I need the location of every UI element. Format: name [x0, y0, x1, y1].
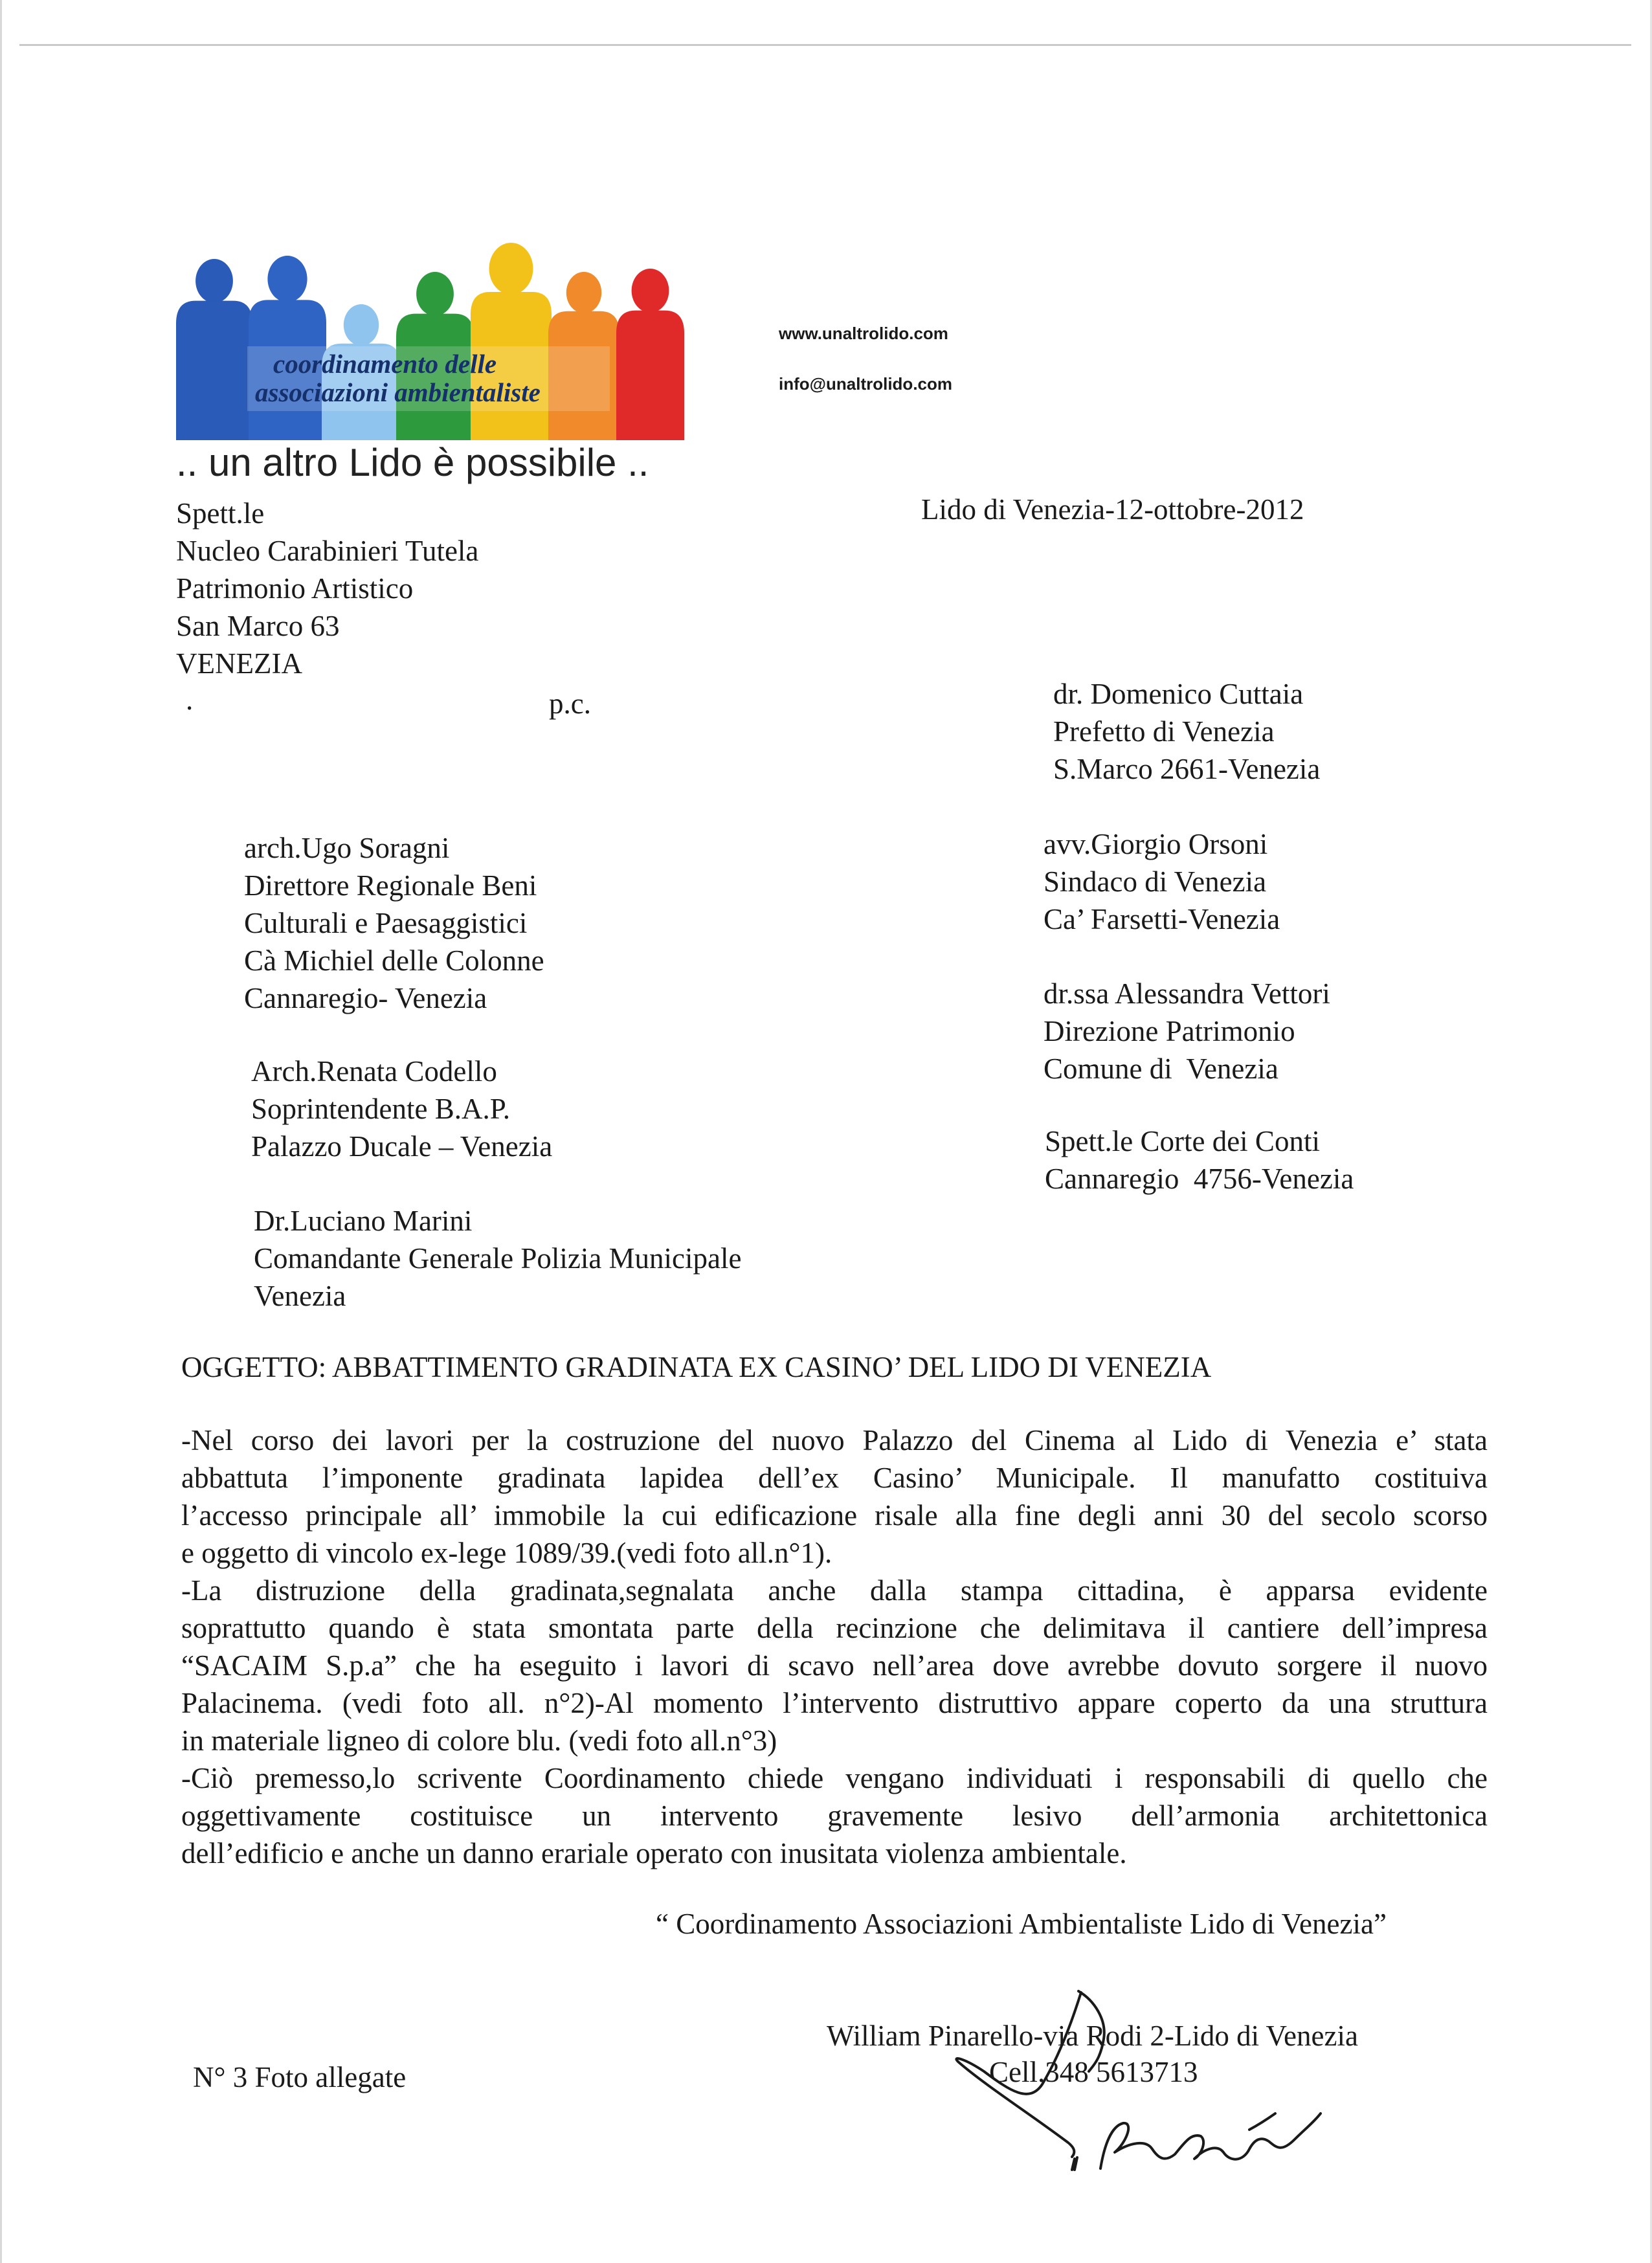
- handwritten-signature: [880, 1974, 1372, 2181]
- sender-phone: Cell.348 5613713: [989, 2056, 1198, 2088]
- logo-figure-red: [616, 269, 684, 440]
- cc-line: Prefetto di Venezia: [1053, 715, 1275, 748]
- cc-prefetto: [1053, 675, 1320, 788]
- cc-line: Cannaregio 4756-Venezia: [1045, 1163, 1354, 1195]
- cc-corte-dei-conti: [1045, 1122, 1354, 1198]
- cc-line: Comune di Venezia: [1044, 1053, 1278, 1085]
- website-link[interactable]: www.unaltrolido.com: [779, 324, 948, 343]
- body-line: in materiale ligneo di colore blu. (vedi foto all.n°3): [181, 1724, 777, 1757]
- body-line: e oggetto di vincolo ex-lege 1089/39.(vedi foto all.n°1).: [181, 1537, 832, 1569]
- cc-soprintendente: [251, 1053, 552, 1165]
- logo-text-line2: associazioni ambientaliste: [255, 377, 541, 407]
- cc-line: Comandante Generale Polizia Municipale: [254, 1242, 742, 1275]
- cc-line: dr.ssa Alessandra Vettori: [1044, 977, 1330, 1010]
- recipient-line: San Marco 63: [176, 610, 340, 642]
- cc-line: Spett.le Corte dei Conti: [1045, 1125, 1320, 1157]
- closing-association: “ Coordinamento Associazioni Ambientaliste Lido di Venezia”: [656, 1908, 1387, 1940]
- cc-sindaco: [1044, 825, 1280, 938]
- recipient-line: Patrimonio Artistico: [176, 572, 414, 605]
- email-link[interactable]: info@unaltrolido.com: [779, 374, 952, 394]
- body-line: -Ciò premesso,lo scrivente Coordinamento chiede vengano individuati i responsabili di quello che: [181, 1762, 1488, 1794]
- cc-line: Cà Michiel delle Colonne: [244, 944, 544, 977]
- main-recipient-address: [176, 495, 478, 682]
- cc-line: Soprintendente B.A.P.: [251, 1093, 510, 1125]
- letter-subject: OGGETTO: ABBATTIMENTO GRADINATA EX CASINO’ DEL LIDO DI VENEZIA: [181, 1351, 1212, 1383]
- letter-date: Lido di Venezia-12-ottobre-2012: [921, 493, 1304, 526]
- recipient-line: Spett.le: [176, 497, 265, 530]
- body-paragraph: [181, 1759, 1488, 1872]
- cc-line: Direttore Regionale Beni: [244, 869, 537, 902]
- logo-tagline: .. un altro Lido è possibile ..: [176, 441, 649, 484]
- cc-line: Palazzo Ducale – Venezia: [251, 1130, 553, 1163]
- cc-polizia-municipale: [254, 1202, 742, 1315]
- logo-figures-graphic: [176, 233, 687, 440]
- body-line: abbattuta l’imponente gradinata lapidea dell’ex Casino’ Municipale. Il manufatto costituiva: [181, 1462, 1488, 1494]
- cc-line: Ca’ Farsetti-Venezia: [1044, 903, 1280, 935]
- body-line: “SACAIM S.p.a” che ha eseguito i lavori di scavo nell’area dove avrebbe dovuto sorgere il nuovo: [181, 1649, 1488, 1682]
- cc-line: Dr.Luciano Marini: [254, 1205, 473, 1237]
- cc-line: Sindaco di Venezia: [1044, 865, 1267, 898]
- sender-address: William Pinarello-via Rodi 2-Lido di Venezia: [827, 2020, 1358, 2052]
- letter-body: [181, 1421, 1488, 1872]
- recipient-line: VENEZIA: [176, 647, 302, 680]
- body-line: l’accesso principale all’ immobile la cui edificazione risale alla fine degli anni 30 del secolo scorso: [181, 1499, 1488, 1532]
- cc-line: Culturali e Paesaggistici: [244, 907, 528, 939]
- body-line: soprattutto quando è stata smontata parte della recinzione che delimitava il cantiere dell’impresa: [181, 1612, 1488, 1644]
- attachments-note: N° 3 Foto allegate: [193, 2061, 407, 2093]
- logo-text-line1: coordinamento delle: [273, 349, 497, 379]
- cc-direttore-regionale: [244, 829, 544, 1017]
- cc-line: arch.Ugo Soragni: [244, 832, 450, 864]
- cc-line: S.Marco 2661-Venezia: [1053, 753, 1321, 785]
- recipient-line: Nucleo Carabinieri Tutela: [176, 535, 479, 567]
- cc-direzione-patrimonio: [1044, 975, 1330, 1087]
- body-line: Palacinema. (vedi foto all. n°2)-Al momento l’intervento distruttivo appare coperto da una struttura: [181, 1687, 1488, 1719]
- body-line: oggettivamente costituisce un intervento gravemente lesivo dell’armonia architettonica: [181, 1800, 1488, 1832]
- cc-line: Arch.Renata Codello: [251, 1055, 497, 1087]
- scan-top-rule: [19, 44, 1631, 46]
- body-line: dell’edificio e anche un danno erariale operato con inusitata violenza ambientale.: [181, 1837, 1127, 1869]
- cc-line: Cannaregio- Venezia: [244, 982, 487, 1014]
- per-conoscenza-label: p.c.: [549, 687, 591, 720]
- body-paragraph: [181, 1572, 1488, 1759]
- cc-line: Venezia: [254, 1280, 346, 1312]
- body-paragraph: [181, 1421, 1488, 1572]
- association-logo: [176, 233, 687, 440]
- cc-line: Direzione Patrimonio: [1044, 1015, 1295, 1047]
- body-line: -La distruzione della gradinata,segnalata anche dalla stampa cittadina, è apparsa evidente: [181, 1574, 1488, 1607]
- cc-line: dr. Domenico Cuttaia: [1053, 678, 1304, 710]
- body-line: -Nel corso dei lavori per la costruzione del nuovo Palazzo del Cinema al Lido di Venezia e’ stata: [181, 1424, 1488, 1456]
- stray-dot: .: [186, 684, 194, 716]
- logo-figure-blue: [176, 259, 252, 440]
- cc-line: avv.Giorgio Orsoni: [1044, 828, 1268, 860]
